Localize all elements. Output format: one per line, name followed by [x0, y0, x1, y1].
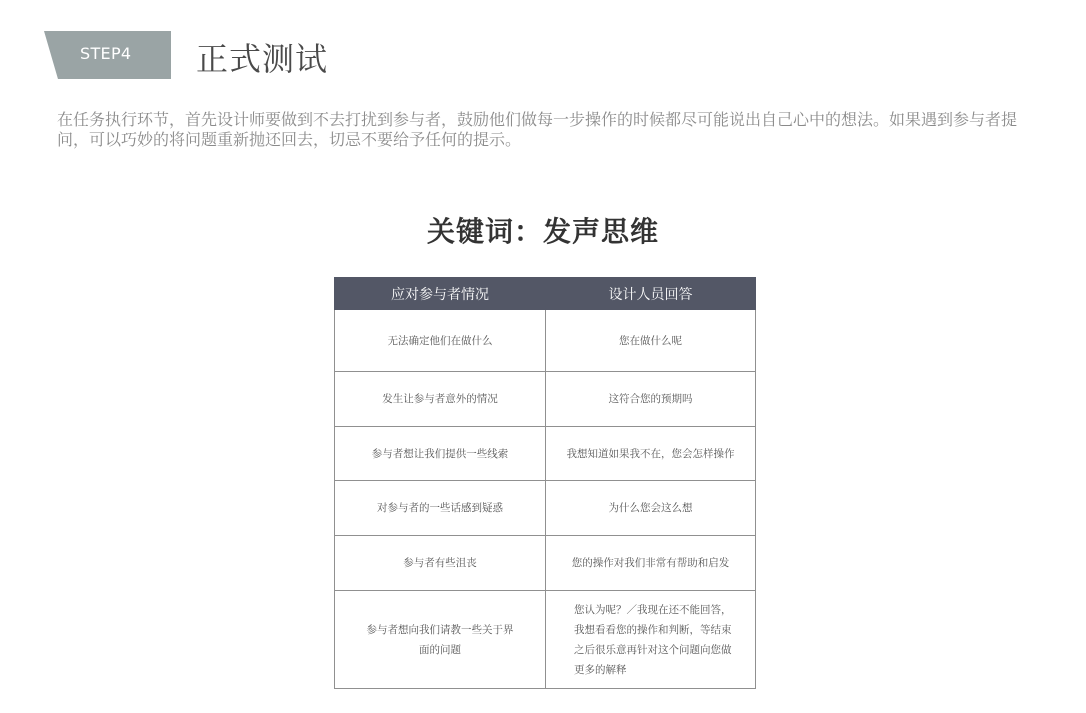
situation-cell: 参与者想向我们请教一些关于界面的问题	[335, 591, 546, 689]
qa-table	[334, 277, 756, 689]
situation-cell: 对参与者的一些话感到疑惑	[335, 481, 546, 536]
table-header-row	[335, 278, 756, 310]
table-row	[335, 310, 756, 372]
table-row	[335, 536, 756, 591]
situation-cell: 无法确定他们在做什么	[335, 310, 546, 372]
keyword-heading: 关键词：发声思维	[426, 215, 659, 248]
table-row	[335, 372, 756, 427]
response-cell: 我想知道如果我不在，您会怎样操作	[546, 427, 756, 481]
response-cell: 为什么您会这么想	[546, 481, 756, 536]
response-cell: 您在做什么呢	[546, 310, 756, 372]
page-title: 正式测试	[196, 40, 329, 78]
intro-paragraph: 在任务执行环节，首先设计师要做到不去打扰到参与者，鼓励他们做每一步操作的时候都尽可能说出自己心中的想法。如果遇到参与者提问，可以巧妙的将问题重新抛还回去，切忌不要给予任何的提示。	[57, 110, 1018, 149]
situation-cell: 参与者想让我们提供一些线索	[335, 427, 546, 481]
step-label: STEP4	[80, 44, 132, 63]
situation-cell: 参与者有些沮丧	[335, 536, 546, 591]
header-response: 设计人员回答	[546, 278, 756, 310]
header-situation: 应对参与者情况	[335, 278, 546, 310]
response-cell: 您认为呢？／我现在还不能回答，我想看看您的操作和判断，等结束之后很乐意再针对这个问题向您做更多的解释	[546, 591, 756, 689]
table-row	[335, 591, 756, 689]
response-cell: 您的操作对我们非常有帮助和启发	[546, 536, 756, 591]
response-cell: 这符合您的预期吗	[546, 372, 756, 427]
situation-cell: 发生让参与者意外的情况	[335, 372, 546, 427]
table-row	[335, 427, 756, 481]
table-row	[335, 481, 756, 536]
